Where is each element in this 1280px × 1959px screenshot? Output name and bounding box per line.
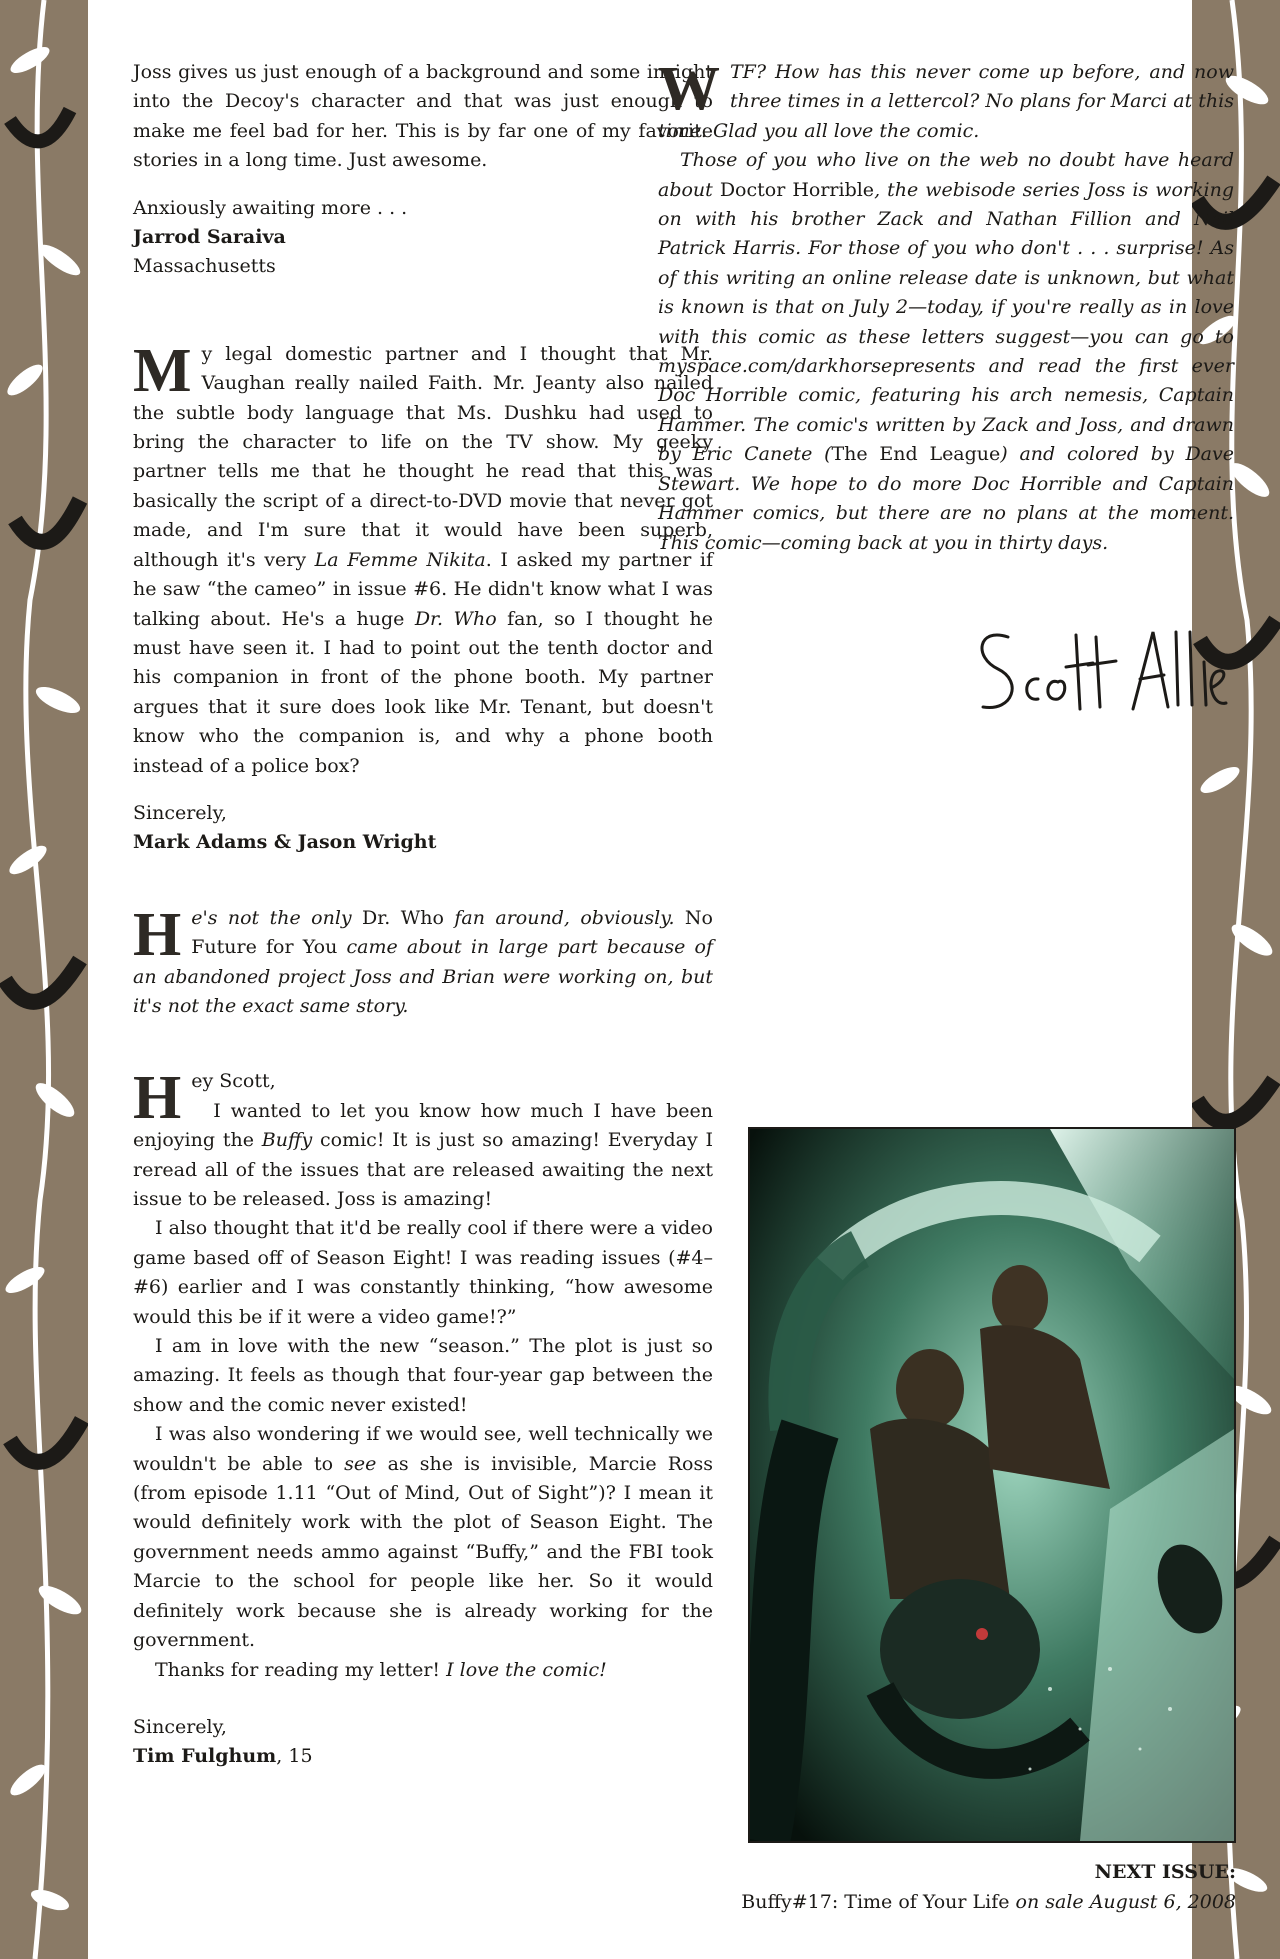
title-la-femme-nikita: La Femme Nikita bbox=[314, 548, 486, 571]
leaf-pattern-left bbox=[0, 0, 88, 1959]
letter-author: Tim Fulghum bbox=[133, 1745, 277, 1768]
letter-body: Joss gives us just enough of a background and some insight into the Decoy's character and that was just enough to make me feel bad for her. This is by far one of my favorite stories in a long time. Just awesome. bbox=[133, 61, 713, 172]
next-issue-title: Buffy#17: Time of Your Life bbox=[741, 1891, 1010, 1913]
letter-location: Massachusetts bbox=[133, 255, 276, 278]
next-issue-artwork bbox=[748, 1127, 1236, 1843]
drop-cap: H bbox=[133, 1064, 182, 1133]
letter-closing: Anxiously awaiting more . . . bbox=[133, 196, 408, 219]
left-decorative-border bbox=[0, 0, 88, 1959]
salutation: ey Scott, bbox=[191, 1070, 276, 1093]
letter-author: Mark Adams & Jason Wright bbox=[133, 831, 437, 854]
letter-jarrod bbox=[133, 58, 713, 282]
letter-author: Jarrod Saraiva bbox=[133, 226, 286, 249]
letter-closing: Sincerely, bbox=[133, 1715, 227, 1738]
left-column bbox=[133, 58, 713, 1772]
letter-tim: Hey Scott, I wanted to let you know how much I have been enjoying the Buffy comic! It is just so amazing! Everyday I reread all of the issues that are released awaiting the next issue to be released. Joss is amazing! I also thought that it'd be really cool if there were a video game based off of Season Eight! I was reading issues (#4–#6) earlier and I was constantly thinking, “how awesome would this be if it were a video game!?” I am in love with the new “season.” The plot is just so amazing. It feels as though that four-year gap between the show and the comic never existed! I was also wondering if we would see, well technically we wouldn't be able to see as she is invisible, Marcie Ross (from episode 1.11 “Out of Mind, Out of Sight”)? I mean it would definitely work with the plot of Season Eight. The government needs ammo against “Buffy,” and the FBI took Marcie to the school for people like her. So it would definitely work because she is already working for the government. Thanks for reading my letter! I love the comic! Sincerely, Tim Fulghum, 15 bbox=[133, 1064, 714, 1768]
artwork-illustration bbox=[750, 1129, 1234, 1841]
editor-reply-1: He's not the only Dr. Who fan around, obviously. No Future for You came about in large part because of an abandoned project Joss and Brian were working on, but it's not the exact same story. bbox=[133, 900, 713, 1017]
editor-signature bbox=[968, 617, 1228, 729]
letter-mark-jason: My legal domestic partner and I thought that Mr. Vaughan really nailed Faith. Mr. Jeanty also nailed the subtle body language that Ms. Dushku had used to bring the character to life on the TV show. My geeky partner tells me that he thought he read that this was basically the script of a direct-to-DVD movie that never got made, and I'm sure that it would have been superb, although it's very La Femme Nikita. I asked my partner if he saw “the cameo” in issue #6. He didn't know what I was talking about. He's a huge Dr. Who fan, so I thought he must have seen it. I had to point out the tenth doctor and his companion in front of the phone booth. My partner argues that it sure does look like Mr. Tenant, but doesn't know who the companion is, and why a phone booth instead of a police box? Sincerely, Mark Adams & Jason Wright bbox=[133, 340, 713, 858]
next-issue-heading: NEXT ISSUE: bbox=[1094, 1861, 1236, 1883]
title-dr-who: Dr. Who bbox=[414, 607, 497, 630]
letters-page bbox=[88, 0, 1236, 1959]
right-column bbox=[658, 55, 1234, 558]
drop-cap: M bbox=[133, 336, 192, 405]
letter-closing: Sincerely, bbox=[133, 801, 227, 824]
drop-cap: W bbox=[658, 55, 720, 123]
next-issue-block bbox=[694, 1857, 1236, 1917]
editor-reply-2: WTF? How has this never come up before, and now three times in a lettercol? No plans for Marci at this time. Glad you all love the comic. Those of you who live on the web no doubt have heard about Doctor Horrible, the webisode series Joss is working on with his brother Zack and Nathan Fillion and Neil Patrick Harris. For those of you who don't . . . surprise! As of this writing an online release date is unknown, but what is known is that on July 2—today, if you're really as in love with this comic as these letters suggest—you can go to myspace.com/darkhorsepresents and read the first ever Doc Horrible comic, featuring his arch nemesis, Captain Hammer. The comic's written by Zack and Joss, and drawn by Eric Canete (The End League) and colored by Dave Stewart. We hope to do more Doc Horrible and Captain Hammer comics, but there are no plans at the moment. This comic—coming back at you in thirty days. bbox=[658, 55, 1234, 554]
drop-cap: H bbox=[133, 900, 182, 969]
next-issue-sale-date: on sale August 6, 2008 bbox=[1009, 1891, 1236, 1913]
